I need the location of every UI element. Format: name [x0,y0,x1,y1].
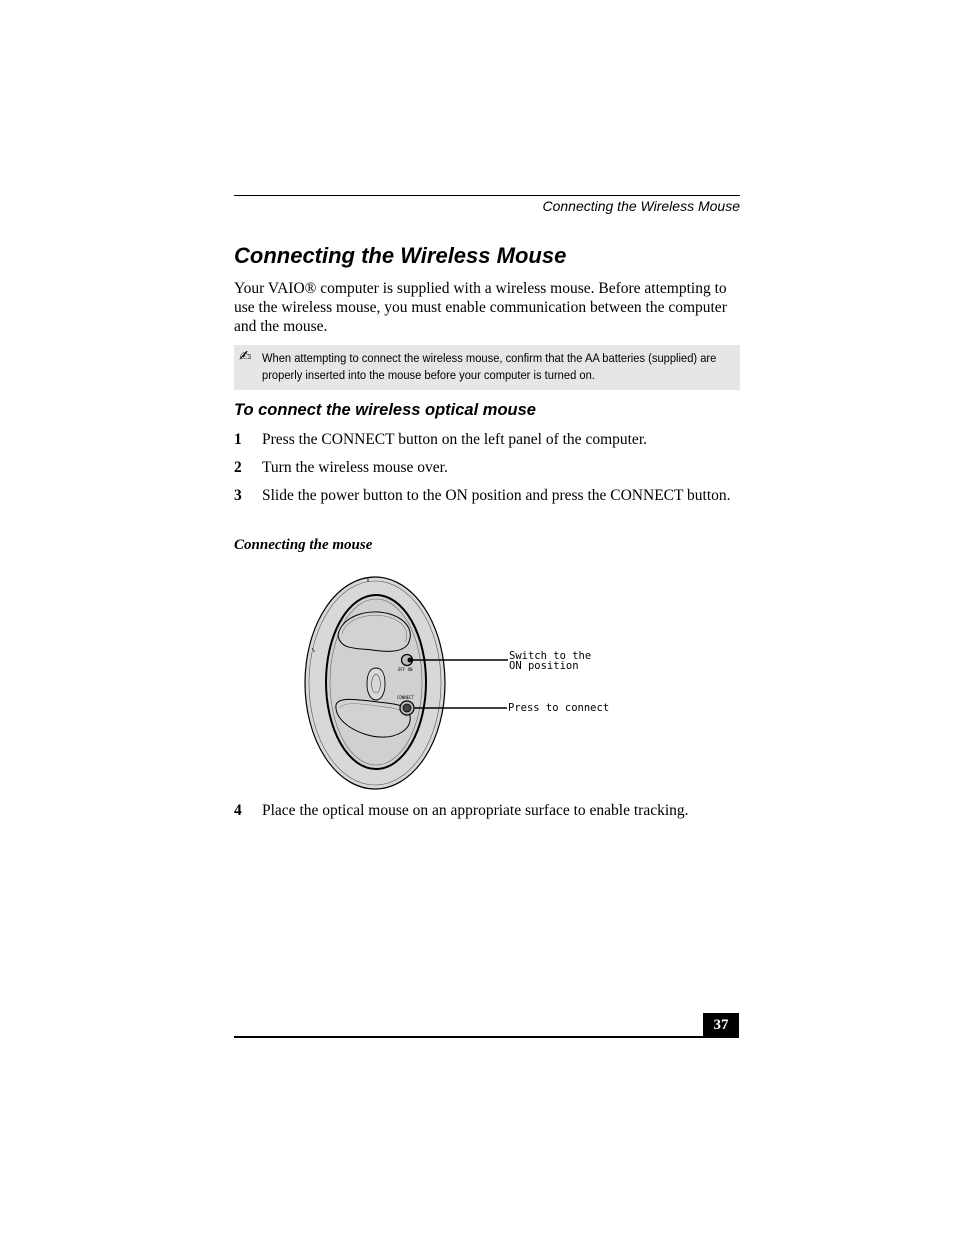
intro-paragraph: Your VAIO® computer is supplied with a wireless mouse. Before attempting to use the wireless mouse, you must enable communication between the computer and the mouse. [234,280,727,335]
running-header: Connecting the Wireless Mouse [542,198,740,214]
switch-callout-line1: Switch to the [509,650,592,662]
page-number: 37 [703,1013,739,1037]
step-text: Press the CONNECT button on the left panel of the computer. [262,431,647,448]
switch-callout-line2: ON position [509,660,579,672]
step-number: 2 [234,459,242,476]
step-text: Slide the power button to the ON position and press the CONNECT button. [262,487,731,504]
switch-label: OFF ON [398,667,413,672]
pencil-note-icon: ✍ [239,347,252,365]
step-3 [234,486,754,505]
connect-label: CONNECT [397,695,414,700]
step-text: Turn the wireless mouse over. [262,459,448,476]
connect-button-center [403,704,411,712]
procedure-title: To connect the wireless optical mouse [234,401,536,419]
optical-sensor [367,668,385,700]
figure-caption: Connecting the mouse [234,537,373,553]
step-2 [234,458,754,477]
step-number: 1 [234,431,242,448]
note-box [234,345,740,390]
connect-callout-text: Press to connect [508,702,610,714]
step-4 [234,801,754,820]
step-1 [234,430,754,449]
note-text: When attempting to connect the wireless mouse, confirm that the AA batteries (supplied) are properly inserted into the mouse before your computer is turned on. [262,351,717,382]
footer-rule [234,1036,739,1038]
mouse-underside-figure [290,570,620,795]
step-text: Place the optical mouse on an appropriate surface to enable tracking. [262,802,689,819]
section-title: Connecting the Wireless Mouse [234,243,567,268]
step-number: 4 [234,802,242,819]
step-number: 3 [234,487,242,504]
header-rule [234,195,740,196]
